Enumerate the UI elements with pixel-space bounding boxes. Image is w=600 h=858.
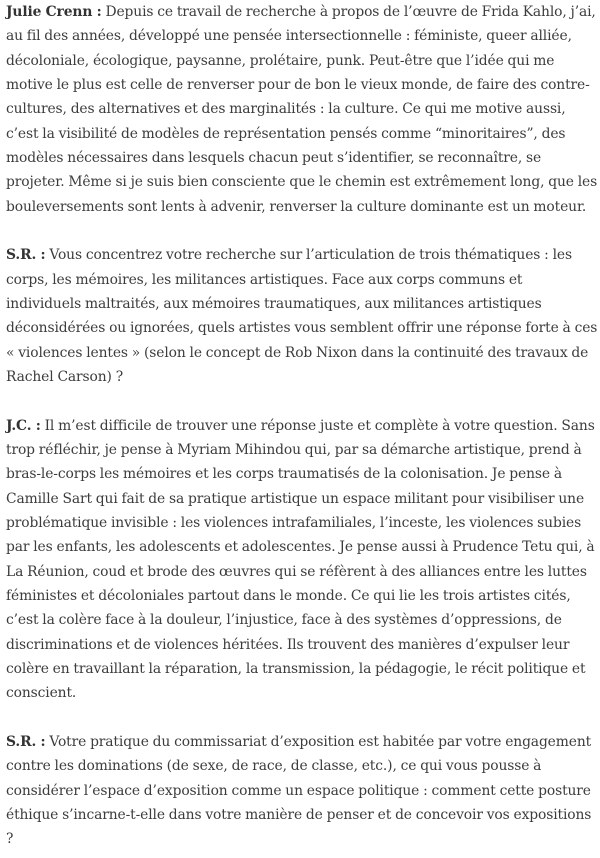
interview-paragraph <box>6 414 600 706</box>
paragraph-text: Il m’est difficile de trouver une réponse juste et complète à votre question. Sans trop réfléchir, je pense à Myriam Mihindou qui, par sa démarche artistique, prend à bras-le-corps les mémoires et les corps traumatisés de la colonisation. Je pense à Camille Sart qui fait de sa pratique artistique un espace militant pour visibiliser une problématique invisible : les violences intrafamiliales, l’inceste, les violences subies par les enfants, les adolescents et adolescentes. Je pense aussi à Prudence Tetu qui, à La Réunion, coud et brode des œuvres qui se réfèrent à des alliances entre les luttes féministes et décoloniales partout dans le monde. Ce qui lie les trois artistes cités, c’est la colère face à la douleur, l’injustice, face à des systèmes d’oppressions, de discriminations et de violences héritées. Ils trouvent des manières d’expulser leur colère en travaillant la réparation, la transmission, la pédagogie, le récit politique et conscient. <box>6 417 595 702</box>
interview-paragraph <box>6 0 600 219</box>
speaker-name: S.R. : <box>6 247 46 264</box>
speaker-name: J.C. : <box>6 417 41 434</box>
interview-paragraph <box>6 730 600 852</box>
interview-paragraph <box>6 243 600 389</box>
speaker-name: S.R. : <box>6 733 46 750</box>
paragraph-text: Vous concentrez votre recherche sur l’articulation de trois thématiques : les corps, les mémoires, les militances artistiques. Face aux corps communs et individuels maltraités, aux mémoires traumatiques, aux militances artistiques déconsidérées ou ignorées, quels artistes vous semblent offrir une réponse forte à ces « violences lentes » (selon le concept de Rob Nixon dans la continuité des travaux de Rachel Carson) ? <box>6 247 598 385</box>
speaker-name: Julie Crenn : <box>6 4 102 20</box>
paragraph-text: Votre pratique du commissariat d’exposition est habitée par votre engagement contre les dominations (de sexe, de race, de classe, etc.), ce qui vous pousse à considérer l’espace d’exposition comme un espace politique : comment cette posture éthique s’incarne-t-elle dans votre manière de penser et de concevoir vos expositions ? <box>6 733 592 848</box>
paragraph-text: Depuis ce travail de recherche à propos de l’œuvre de Frida Kahlo, j’ai, au fil des années, développé une pensée intersectionnelle : féministe, queer alliée, décoloniale, écologique, paysanne, prolétaire, punk. Peut-être que l’idée qui me motive le plus est celle de renverser pour de bon le vieux monde, de faire des contre-cultures, des alternatives et des marginalités : la culture. Ce qui me motive aussi, c’est la visibilité de modèles de représentation pensés comme “minoritaires”, des modèles nécessaires dans lesquels chacun peut s’identifier, se reconnaître, se projeter. Même si je suis bien consciente que le chemin est extrêmement long, que les bouleversements sont lents à advenir, renverser la culture dominante est un moteur. <box>6 4 598 215</box>
interview-article <box>6 0 600 852</box>
